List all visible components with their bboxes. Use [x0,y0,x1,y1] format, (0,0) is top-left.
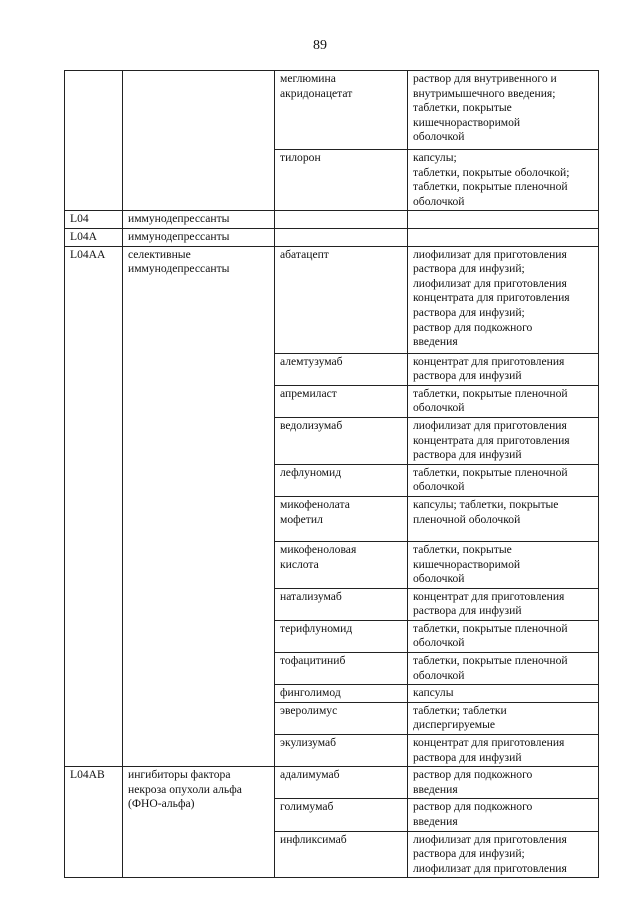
drug-cell: апремиласт [275,385,408,417]
drug-cell: алемтузумаб [275,353,408,385]
drug-cell: натализумаб [275,588,408,620]
form-cell [408,211,599,229]
drug-cell: ведолизумаб [275,417,408,464]
form-cell: лиофилизат для приготовления раствора для инфузий; лиофилизат для приготовления концентрата для приготовления раствора для инфузий; раствор для подкожного введения [408,246,599,353]
table-row [65,71,599,150]
group-cell: ингибиторы фактора некроза опухоли альфа (ФНО-альфа) [123,767,275,878]
form-cell: капсулы [408,685,599,703]
form-cell: раствор для подкожного введения [408,767,599,799]
drug-cell: абатацепт [275,246,408,353]
table-row [65,767,599,799]
drug-cell: тилорон [275,150,408,211]
drug-table [64,70,599,878]
form-cell: раствор для подкожного введения [408,799,599,831]
group-cell: иммунодепрессанты [123,228,275,246]
drug-cell: тофацитиниб [275,653,408,685]
group-cell [123,71,275,211]
form-cell: таблетки, покрытые пленочной оболочкой [408,464,599,496]
drug-cell [275,211,408,229]
drug-cell: голимумаб [275,799,408,831]
drug-cell: инфликсимаб [275,831,408,878]
drug-cell: лефлуномид [275,464,408,496]
form-cell: таблетки, покрытые пленочной оболочкой [408,385,599,417]
form-cell: лиофилизат для приготовления раствора для инфузий; лиофилизат для приготовления [408,831,599,878]
page-number: 89 [313,38,327,53]
code-cell: L04A [65,228,123,246]
drug-cell: микофеноловая кислота [275,541,408,588]
code-cell: L04AB [65,767,123,878]
drug-cell: эверолимус [275,702,408,734]
drug-cell: экулизумаб [275,735,408,767]
table-row [65,246,599,353]
group-cell: селективные иммунодепрессанты [123,246,275,767]
form-cell: раствор для внутривенного и внутримышечного введения; таблетки, покрытые кишечнорастворимой оболочкой [408,71,599,150]
form-cell: концентрат для приготовления раствора для инфузий [408,735,599,767]
group-cell: иммунодепрессанты [123,211,275,229]
drug-cell: микофенолата мофетил [275,496,408,541]
drug-cell [275,228,408,246]
code-cell: L04AA [65,246,123,767]
table-row [65,211,599,229]
form-cell: капсулы; таблетки, покрытые оболочкой; таблетки, покрытые пленочной оболочкой [408,150,599,211]
code-cell [65,71,123,211]
form-cell: таблетки, покрытые пленочной оболочкой [408,620,599,652]
form-cell: таблетки; таблетки диспергируемые [408,702,599,734]
table-row [65,228,599,246]
form-cell: таблетки, покрытые пленочной оболочкой [408,653,599,685]
form-cell: таблетки, покрытые кишечнорастворимой оболочкой [408,541,599,588]
form-cell [408,228,599,246]
drug-cell: терифлуномид [275,620,408,652]
form-cell: капсулы; таблетки, покрытые пленочной оболочкой [408,496,599,541]
drug-cell: меглюмина акридонацетат [275,71,408,150]
form-cell: лиофилизат для приготовления концентрата для приготовления раствора для инфузий [408,417,599,464]
code-cell: L04 [65,211,123,229]
drug-cell: финголимод [275,685,408,703]
form-cell: концентрат для приготовления раствора для инфузий [408,588,599,620]
drug-cell: адалимумаб [275,767,408,799]
form-cell: концентрат для приготовления раствора для инфузий [408,353,599,385]
